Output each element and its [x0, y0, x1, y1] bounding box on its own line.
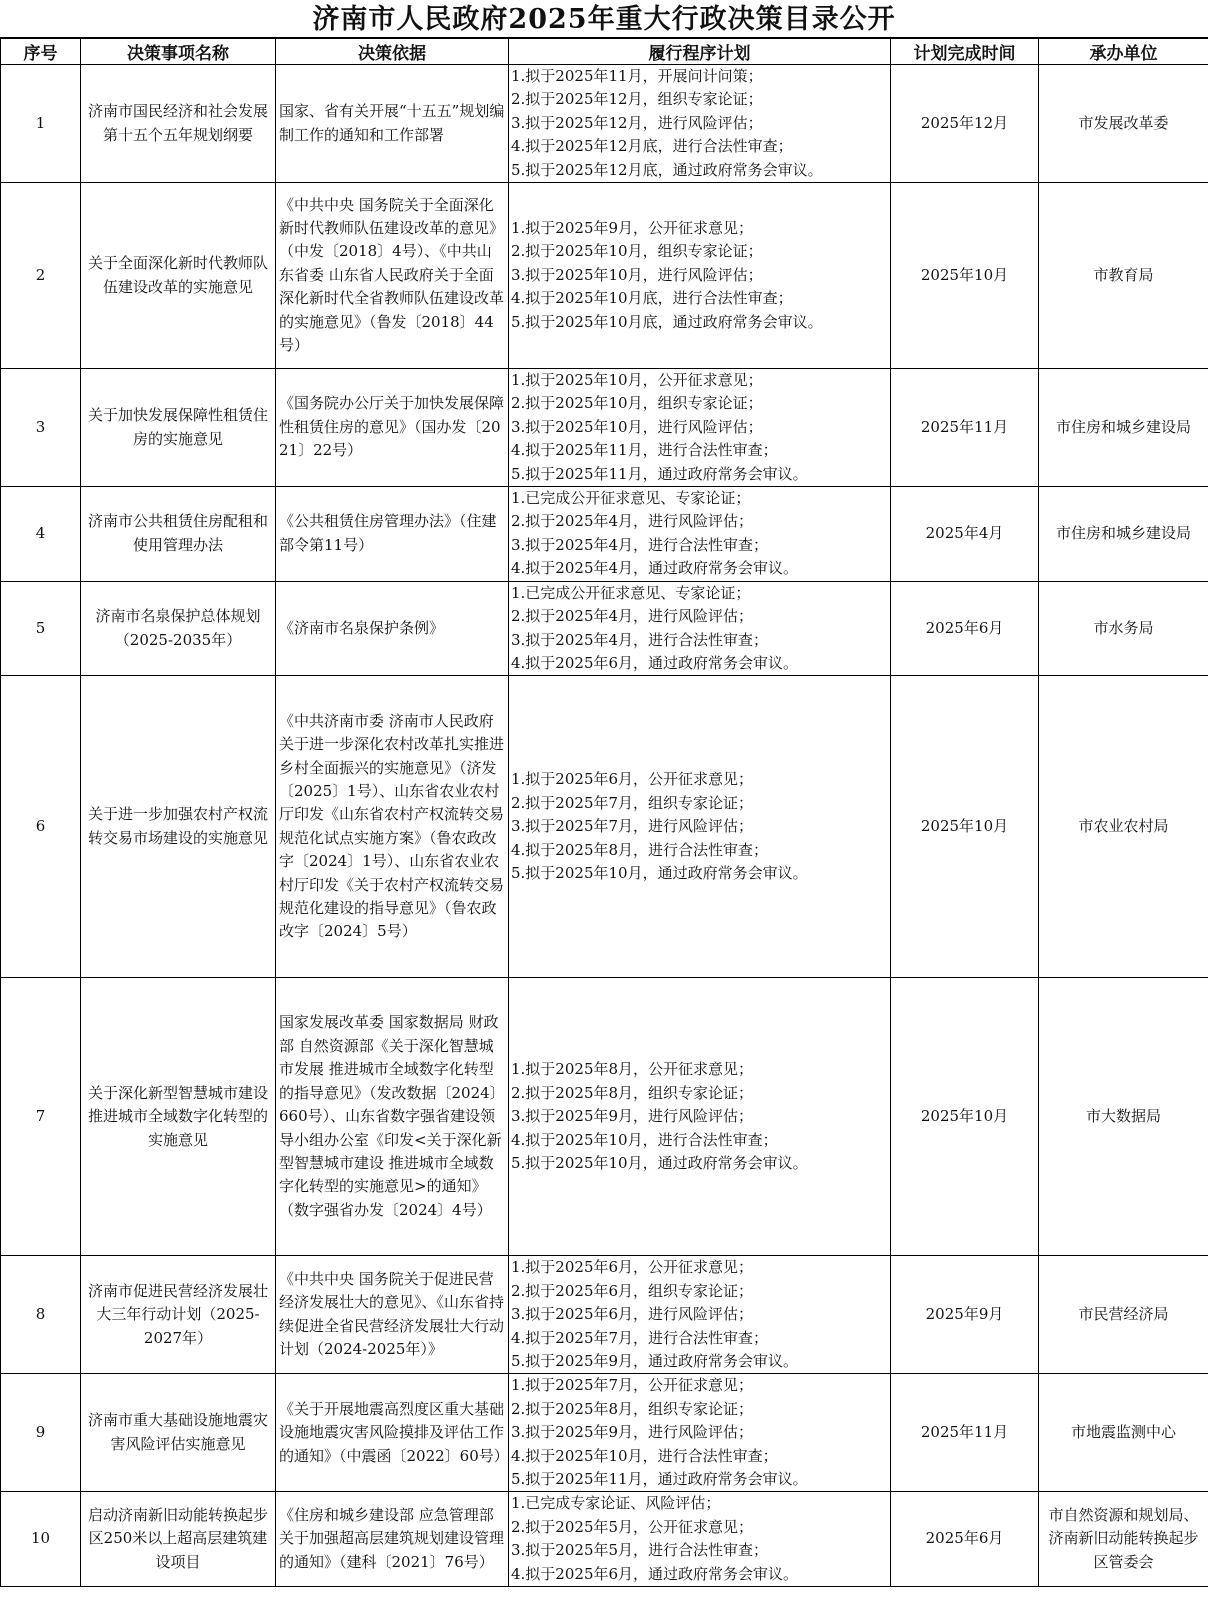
procedure-step: 2.拟于2025年10月，组织专家论证； — [511, 242, 763, 261]
procedure-plan — [509, 1256, 891, 1374]
responsible-unit: 市水务局 — [1039, 581, 1208, 676]
procedure-step: 4.拟于2025年6月，通过政府常务会审议。 — [511, 653, 799, 672]
header-time: 计划完成时间 — [891, 39, 1039, 65]
procedure-step: 2.拟于2025年7月，组织专家论证； — [511, 793, 754, 812]
procedure-plan — [509, 581, 891, 676]
decision-basis: 《中共济南市委 济南市人民政府关于进一步深化农村改革扎实推进乡村全面振兴的实施意见》（济发〔2025〕1号）、山东省农业农村厅印发《山东省农村产权流转交易规范化试点实施方案》（鲁农政改字〔2024〕1号）、山东省农业农村厅印发《关于农村产权流转交易规范化建设的指导意见》（鲁农政改字〔2024〕5号） — [276, 676, 509, 978]
row-number: 7 — [1, 978, 81, 1256]
procedure-step: 3.拟于2025年9月，进行风险评估； — [511, 1423, 754, 1442]
decision-basis: 《中共中央 国务院关于促进民营经济发展壮大的意见》、《山东省持续促进全省民营经济发展壮大行动计划（2024-2025年）》 — [276, 1256, 509, 1374]
procedure-plan — [509, 369, 891, 487]
procedure-step: 5.拟于2025年11月，通过政府常务会审议。 — [511, 1469, 808, 1488]
procedure-step: 4.拟于2025年11月，进行合法性审查； — [511, 441, 778, 460]
responsible-unit: 市农业农村局 — [1039, 676, 1208, 978]
procedure-plan — [509, 487, 891, 582]
header-unit: 承办单位 — [1039, 39, 1208, 65]
procedure-step: 5.拟于2025年10月，通过政府常务会审议。 — [511, 863, 808, 882]
completion-time: 2025年6月 — [891, 1492, 1039, 1587]
responsible-unit: 市教育局 — [1039, 183, 1208, 369]
procedure-step: 2.拟于2025年4月，进行风险评估； — [511, 607, 754, 626]
procedure-step: 4.拟于2025年7月，进行合法性审查； — [511, 1328, 769, 1347]
table-row — [1, 369, 1208, 487]
responsible-unit: 市住房和城乡建设局 — [1039, 369, 1208, 487]
procedure-plan — [509, 978, 891, 1256]
procedure-plan — [509, 183, 891, 369]
row-number: 1 — [1, 65, 81, 183]
decision-name: 济南市促进民营经济发展壮大三年行动计划（2025-2027年） — [81, 1256, 276, 1374]
procedure-step: 2.拟于2025年10月，组织专家论证； — [511, 394, 763, 413]
row-number: 2 — [1, 183, 81, 369]
procedure-step: 5.拟于2025年10月底，通过政府常务会审议。 — [511, 312, 823, 331]
procedure-step: 4.拟于2025年10月，进行合法性审查； — [511, 1446, 778, 1465]
completion-time: 2025年11月 — [891, 1374, 1039, 1492]
procedure-step: 1.拟于2025年10月，公开征求意见； — [511, 371, 763, 390]
row-number: 5 — [1, 581, 81, 676]
table-row — [1, 978, 1208, 1256]
completion-time: 2025年9月 — [891, 1256, 1039, 1374]
decision-basis: 《公共租赁住房管理办法》（住建部令第11号） — [276, 487, 509, 582]
decision-basis: 《济南市名泉保护条例》 — [276, 581, 509, 676]
procedure-step: 3.拟于2025年5月，进行合法性审查； — [511, 1541, 769, 1560]
responsible-unit: 市发展改革委 — [1039, 65, 1208, 183]
procedure-step: 2.拟于2025年8月，组织专家论证； — [511, 1083, 754, 1102]
table-row — [1, 581, 1208, 676]
responsible-unit: 市住房和城乡建设局 — [1039, 487, 1208, 582]
procedure-step: 5.拟于2025年11月，通过政府常务会审议。 — [511, 464, 808, 483]
procedure-step: 5.拟于2025年9月，通过政府常务会审议。 — [511, 1351, 799, 1370]
responsible-unit: 市地震监测中心 — [1039, 1374, 1208, 1492]
responsible-unit: 市自然资源和规划局、济南新旧动能转换起步区管委会 — [1039, 1492, 1208, 1587]
decision-name: 关于加快发展保障性租赁住房的实施意见 — [81, 369, 276, 487]
decision-name: 济南市公共租赁住房配租和使用管理办法 — [81, 487, 276, 582]
decision-basis: 国家发展改革委 国家数据局 财政部 自然资源部《关于深化智慧城市发展 推进城市全域数字化转型的指导意见》（发改数据〔2024〕660号）、山东省数字强省建设领导小组办公室《印发<关于深化新型智慧城市建设 推进城市全域数字化转型的实施意见>的通知》（数字强省办发〔2024〕4号） — [276, 978, 509, 1256]
table-row — [1, 676, 1208, 978]
procedure-step: 1.拟于2025年6月，公开征求意见； — [511, 770, 754, 789]
procedure-step: 4.拟于2025年8月，进行合法性审查； — [511, 840, 769, 859]
procedure-step: 3.拟于2025年6月，进行风险评估； — [511, 1305, 754, 1324]
table-row — [1, 1256, 1208, 1374]
decision-basis: 《国务院办公厅关于加快发展保障性租赁住房的意见》（国办发〔2021〕22号） — [276, 369, 509, 487]
decision-name: 关于全面深化新时代教师队伍建设改革的实施意见 — [81, 183, 276, 369]
decision-basis: 国家、省有关开展“十五五”规划编制工作的通知和工作部署 — [276, 65, 509, 183]
row-number: 4 — [1, 487, 81, 582]
table-row — [1, 487, 1208, 582]
procedure-step: 4.拟于2025年10月，进行合法性审查； — [511, 1130, 778, 1149]
completion-time: 2025年10月 — [891, 183, 1039, 369]
procedure-step: 2.拟于2025年4月，进行风险评估； — [511, 512, 754, 531]
procedure-step: 3.拟于2025年10月，进行风险评估； — [511, 265, 763, 284]
responsible-unit: 市民营经济局 — [1039, 1256, 1208, 1374]
header-steps: 履行程序计划 — [509, 39, 891, 65]
procedure-step: 1.拟于2025年8月，公开征求意见； — [511, 1060, 754, 1079]
table-row — [1, 183, 1208, 369]
procedure-plan — [509, 65, 891, 183]
completion-time: 2025年6月 — [891, 581, 1039, 676]
procedure-step: 3.拟于2025年7月，进行风险评估； — [511, 817, 754, 836]
decision-basis: 《中共中央 国务院关于全面深化新时代教师队伍建设改革的意见》（中发〔2018〕4号）、《中共山东省委 山东省人民政府关于全面深化新时代全省教师队伍建设改革的实施意见》（鲁发〔2018〕44号） — [276, 183, 509, 369]
page-title: 济南市人民政府2025年重大行政决策目录公开 — [0, 0, 1208, 38]
procedure-step: 1.拟于2025年6月，公开征求意见； — [511, 1258, 754, 1277]
procedure-step: 1.拟于2025年11月，开展问计问策； — [511, 67, 763, 85]
table-header-row — [1, 39, 1208, 65]
procedure-step: 4.拟于2025年12月底，进行合法性审查； — [511, 137, 793, 156]
procedure-step: 4.拟于2025年6月，通过政府常务会审议。 — [511, 1564, 799, 1583]
procedure-step: 1.已完成公开征求意见、专家论证； — [511, 489, 751, 508]
procedure-step: 3.拟于2025年10月，进行风险评估； — [511, 417, 763, 436]
procedure-step: 1.已完成公开征求意见、专家论证； — [511, 583, 751, 602]
procedure-step: 2.拟于2025年5月，公开征求意见； — [511, 1517, 754, 1536]
procedure-step: 2.拟于2025年6月，组织专家论证； — [511, 1281, 754, 1300]
row-number: 10 — [1, 1492, 81, 1587]
procedure-plan — [509, 676, 891, 978]
responsible-unit: 市大数据局 — [1039, 978, 1208, 1256]
table-row — [1, 1492, 1208, 1587]
decision-name: 关于进一步加强农村产权流转交易市场建设的实施意见 — [81, 676, 276, 978]
procedure-step: 3.拟于2025年9月，进行风险评估； — [511, 1107, 754, 1126]
row-number: 9 — [1, 1374, 81, 1492]
procedure-step: 1.已完成专家论证、风险评估； — [511, 1494, 721, 1513]
procedure-step: 5.拟于2025年12月底，通过政府常务会审议。 — [511, 160, 823, 179]
procedure-step: 4.拟于2025年4月，通过政府常务会审议。 — [511, 559, 799, 578]
procedure-step: 1.拟于2025年7月，公开征求意见； — [511, 1376, 754, 1395]
table-row — [1, 1374, 1208, 1492]
decision-basis: 《住房和城乡建设部 应急管理部关于加强超高层建筑规划建设管理的通知》（建科〔2021〕76号） — [276, 1492, 509, 1587]
procedure-step: 2.拟于2025年8月，组织专家论证； — [511, 1399, 754, 1418]
decision-catalog-table — [0, 38, 1208, 1587]
procedure-step: 3.拟于2025年12月，进行风险评估； — [511, 113, 763, 132]
completion-time: 2025年4月 — [891, 487, 1039, 582]
row-number: 6 — [1, 676, 81, 978]
decision-name: 启动济南新旧动能转换起步区250米以上超高层建筑建设项目 — [81, 1492, 276, 1587]
decision-basis: 《关于开展地震高烈度区重大基础设施地震灾害风险摸排及评估工作的通知》（中震函〔2022〕60号） — [276, 1374, 509, 1492]
procedure-step: 2.拟于2025年12月，组织专家论证； — [511, 90, 763, 109]
procedure-plan — [509, 1492, 891, 1587]
procedure-step: 5.拟于2025年10月，通过政府常务会审议。 — [511, 1153, 808, 1172]
completion-time: 2025年11月 — [891, 369, 1039, 487]
decision-name: 济南市重大基础设施地震灾害风险评估实施意见 — [81, 1374, 276, 1492]
row-number: 8 — [1, 1256, 81, 1374]
decision-name: 济南市国民经济和社会发展第十五个五年规划纲要 — [81, 65, 276, 183]
decision-name: 关于深化新型智慧城市建设 推进城市全域数字化转型的实施意见 — [81, 978, 276, 1256]
completion-time: 2025年10月 — [891, 676, 1039, 978]
procedure-step: 3.拟于2025年4月，进行合法性审查； — [511, 535, 769, 554]
completion-time: 2025年10月 — [891, 978, 1039, 1256]
procedure-step: 1.拟于2025年9月，公开征求意见； — [511, 219, 754, 238]
header-name: 决策事项名称 — [81, 39, 276, 65]
procedure-plan — [509, 1374, 891, 1492]
completion-time: 2025年12月 — [891, 65, 1039, 183]
procedure-step: 3.拟于2025年4月，进行合法性审查； — [511, 630, 769, 649]
header-no: 序号 — [1, 39, 81, 65]
header-basis: 决策依据 — [276, 39, 509, 65]
decision-name: 济南市名泉保护总体规划（2025-2035年） — [81, 581, 276, 676]
table-row — [1, 65, 1208, 183]
procedure-step: 4.拟于2025年10月底，进行合法性审查； — [511, 289, 793, 308]
row-number: 3 — [1, 369, 81, 487]
